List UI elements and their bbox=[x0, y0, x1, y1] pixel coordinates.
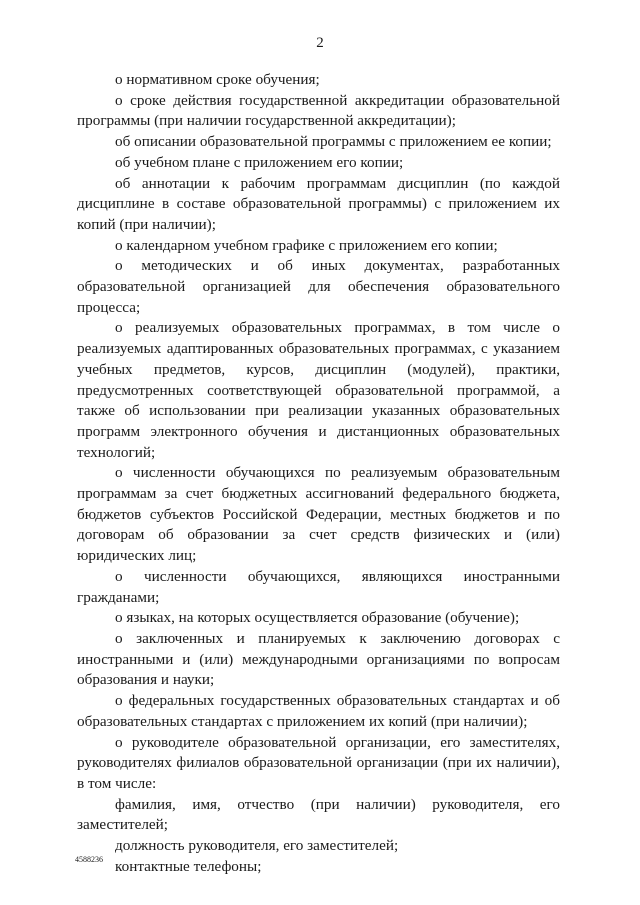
paragraph: о нормативном сроке обучения; bbox=[115, 71, 320, 88]
paragraph: о методических и об иных документах, разработанных образовательной организацией для обеспечения образовательного процесса; bbox=[77, 257, 560, 316]
document-body bbox=[77, 70, 560, 877]
paragraph: о языках, на которых осуществляется образование (обучение); bbox=[115, 609, 520, 627]
paragraph: фамилия, имя, отчество (при наличии) руководителя, его заместителей; bbox=[77, 795, 560, 834]
document-code: 4588236 bbox=[75, 855, 103, 864]
paragraph: о численности обучающихся по реализуемым образовательным программам за счет бюджетных ассигнований федерального бюджета, бюджетов субъектов Российской Федерации, местных бюджетов и по договорам об образовании за счет средств физических и (или) юридических лиц; bbox=[77, 464, 560, 565]
paragraph: об аннотации к рабочим программам дисциплин (по каждой дисциплине в составе образовательной программы) с приложением их копий (при наличии); bbox=[77, 174, 560, 233]
paragraph: о заключенных и планируемых к заключению договорах с иностранными и (или) международными организациями по вопросам образования и науки; bbox=[77, 629, 560, 689]
page-number: 2 bbox=[316, 35, 324, 51]
paragraph: о сроке действия государственной аккредитации образовательной программы (при наличии государственной аккредитации); bbox=[77, 91, 560, 130]
paragraph: об описании образовательной программы с приложением ее копии; bbox=[115, 133, 552, 151]
paragraph: о календарном учебном графике с приложением его копии; bbox=[115, 236, 498, 254]
paragraph: о руководителе образовательной организации, его заместителях, руководителях филиалов образовательной организации (при их наличии), в том числе: bbox=[77, 733, 560, 792]
paragraph: должность руководителя, его заместителей; bbox=[115, 837, 399, 855]
paragraph: об учебном плане с приложением его копии; bbox=[115, 153, 404, 171]
paragraph: о численности обучающихся, являющихся иностранными гражданами; bbox=[77, 567, 560, 606]
paragraph: контактные телефоны; bbox=[115, 857, 262, 875]
paragraph: о реализуемых образовательных программах, в том числе о реализуемых адаптированных образовательных программах, с указанием учебных предметов, курсов, дисциплин (модулей), практики, предусмотренных соответствующей образовательной программой, а также об использовании при реализации указанных образовательных программ электронного обучения и дистанционных образовательных технологий; bbox=[77, 319, 560, 461]
paragraph: о федеральных государственных образовательных стандартах и об образовательных стандартах с приложением их копий (при наличии); bbox=[77, 692, 560, 730]
